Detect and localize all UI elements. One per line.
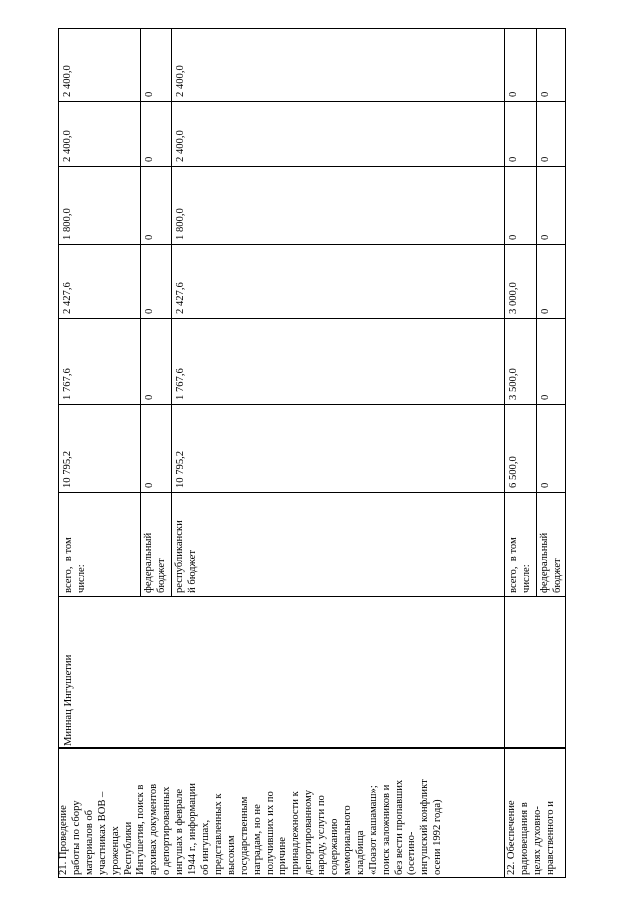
value-cell: 2 400,0 (62, 130, 73, 162)
value-cell: 0 (144, 394, 155, 400)
value-cell: 1 767,6 (175, 368, 186, 400)
rotated-table-wrapper (58, 28, 566, 748)
value-cell: 0 (144, 482, 155, 488)
value-cell: 0 (540, 482, 551, 488)
value-cell: 10 795,2 (62, 450, 73, 488)
source-cell: федеральный бюджет (143, 532, 167, 593)
value-cell: 0 (144, 156, 155, 162)
item-column (58, 748, 566, 898)
value-cell: 1 767,6 (62, 368, 73, 400)
value-cell: 0 (144, 234, 155, 240)
value-cell: 10 795,2 (175, 450, 186, 488)
executor-cell: Миннац Ингушетии (63, 654, 74, 746)
source-cell: всего, в том числе: (508, 537, 532, 593)
source-cell: федеральный бюджет (539, 532, 563, 593)
item-22-description: 22. Обеспечение радиовещания в целях духовно- нравственного и (506, 800, 556, 875)
col-divider (58, 596, 566, 597)
value-cell: 3 500,0 (508, 368, 519, 400)
value-cell: 2 427,6 (175, 282, 186, 314)
value-cell: 2 400,0 (62, 65, 73, 97)
value-cell: 0 (508, 234, 519, 240)
source-cell: всего, в том числе: (63, 537, 87, 593)
value-cell: 0 (540, 394, 551, 400)
value-cell: 0 (508, 91, 519, 97)
source-cell: республикански й бюджет (174, 520, 198, 593)
executor-cell-empty (141, 600, 504, 746)
budget-table (58, 28, 566, 748)
value-cell: 2 427,6 (62, 282, 73, 314)
value-cell: 0 (540, 91, 551, 97)
value-cell: 2 400,0 (175, 65, 186, 97)
value-cell: 3 000,0 (508, 282, 519, 314)
table-border-right (565, 748, 566, 878)
value-cell: 1 800,0 (175, 208, 186, 240)
value-cell: 0 (508, 156, 519, 162)
item-21-description: 21. Проведение работы по сбору материалов об участниках ВОВ – уроженцах Республики Ингушетия, поиск в архивах документов о депортированных ингушах в феврале 1944 г., информации об ингушах, представленных к высоким государственным наградам, но не получивших их по причине принадлежности к депортированному народу, услуги по содержанию мемориального кладбища «Поазот кашамаш»; поиск заложников и без вести пропавших (осетино- ингушский конфликт осени 1992 года) (58, 779, 444, 875)
value-cell: 0 (144, 91, 155, 97)
value-cell: 0 (540, 156, 551, 162)
value-cell: 1 800,0 (62, 208, 73, 240)
value-cell: 6 500,0 (508, 456, 519, 488)
value-cell: 0 (540, 308, 551, 314)
value-cell: 2 400,0 (175, 130, 186, 162)
value-cell: 0 (144, 308, 155, 314)
col-divider (58, 492, 566, 493)
value-cell: 0 (540, 234, 551, 240)
